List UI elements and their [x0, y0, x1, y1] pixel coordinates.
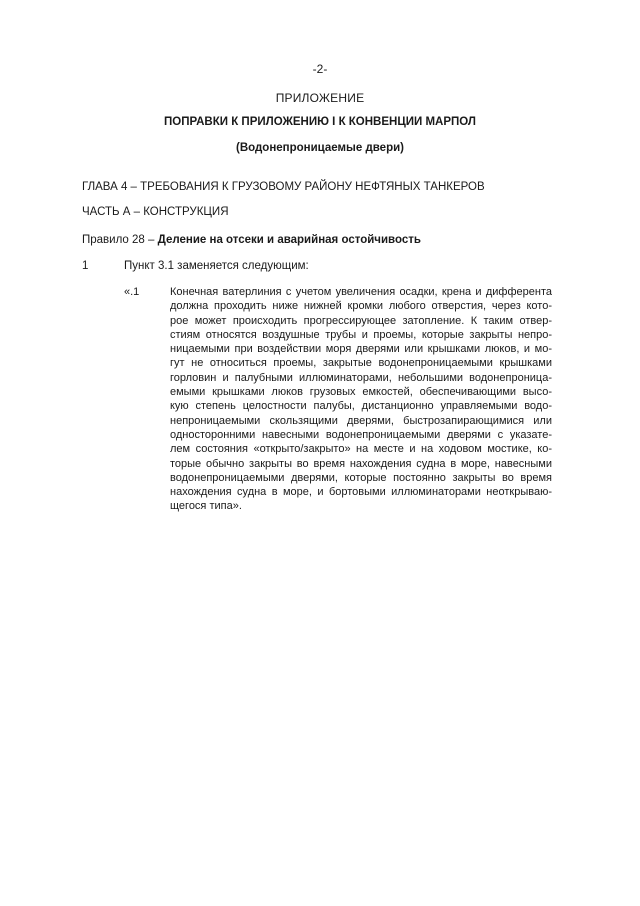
paragraph-number: 1 — [82, 260, 89, 272]
text-line: должна проходить ниже нижней кромки любого отверстия, через кото- — [170, 300, 552, 313]
appendix-label: ПРИЛОЖЕНИЕ — [275, 91, 365, 105]
text-line: Конечная ватерлиния с учетом увеличения осадки, крена и дифферента — [170, 286, 552, 298]
part-heading: ЧАСТЬ А – КОНСТРУКЦИЯ — [82, 206, 229, 218]
text-line: щегося типа». — [170, 500, 242, 513]
text-line: стиям относятся воздушные трубы и проемы, которые закрыты непро- — [170, 328, 552, 341]
text-line: лем состояния «открыто/закрыто» на месте и на ходовом мостике, ко- — [170, 443, 552, 456]
chapter-heading: ГЛАВА 4 – ТРЕБОВАНИЯ К ГРУЗОВОМУ РАЙОНУ НЕФТЯНЫХ ТАНКЕРОВ — [82, 181, 485, 193]
text-line: непроницаемыми скользящими дверями, быстрозапирающимися или — [170, 414, 552, 427]
rule-heading — [82, 234, 421, 246]
text-line: торые обычно закрыты во время нахождения судна в море, навесными — [170, 457, 552, 470]
text-line: емыми крышками люков грузовых емкостей, обеспечивающими высо- — [170, 386, 552, 399]
text-line: ницаемыми при воздействии моря дверями или крышками люков, и мо- — [170, 343, 552, 356]
text-line: горловин и палубными иллюминаторами, небольшими водонепроница- — [170, 371, 552, 384]
subparagraph-number: «.1 — [124, 286, 140, 298]
text-line: водонепроницаемыми дверями, которые постоянно закрыты во время — [170, 471, 552, 484]
text-line: гут не относиться проемы, закрытые водонепроницаемыми крышками — [170, 357, 552, 370]
subtitle: (Водонепроницаемые двери) — [236, 142, 404, 154]
rule-title: Деление на отсеки и аварийная остойчивость — [157, 234, 421, 246]
text-line: односторонними навесными водонепроницаемыми дверями с указате- — [170, 428, 552, 441]
text-line: кую степень целостности палубы, дистанционно управляемыми водо- — [170, 400, 552, 413]
text-line: нахождения судна в море, и бортовыми иллюминаторами неоткрываю- — [170, 486, 552, 499]
amendments-title: ПОПРАВКИ К ПРИЛОЖЕНИЮ I К КОНВЕНЦИИ МАРПОЛ — [163, 116, 477, 128]
text-line: рое может происходить прогрессирующее затопление. К таким отвер- — [170, 314, 552, 327]
paragraph-intro: Пункт 3.1 заменяется следующим: — [124, 260, 309, 272]
rule-number: Правило 28 – — [82, 234, 155, 246]
subparagraph-text — [170, 285, 552, 514]
page-number: -2- — [312, 62, 328, 76]
